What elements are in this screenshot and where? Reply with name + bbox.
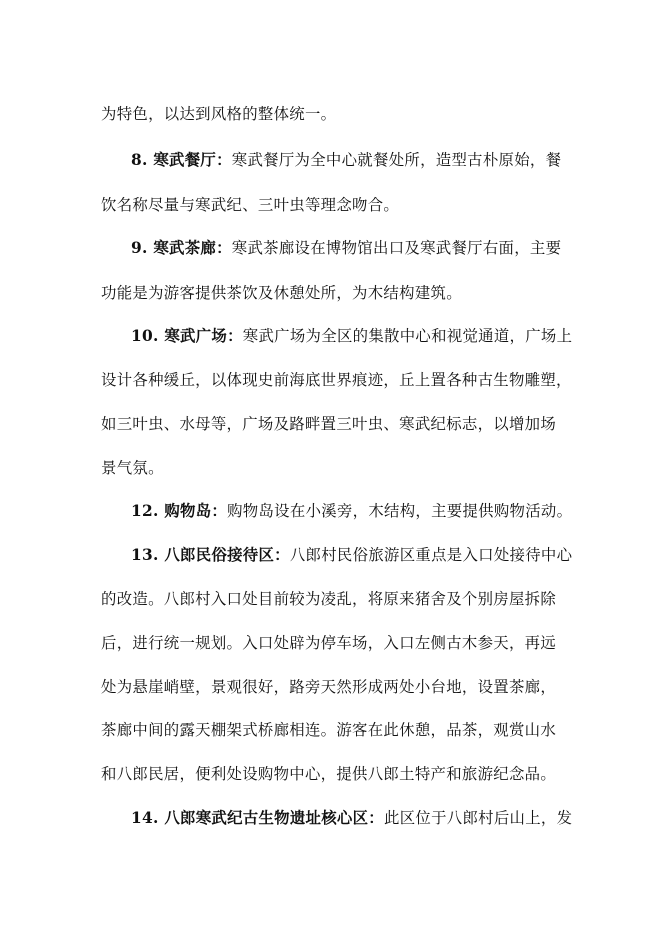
text-line xyxy=(101,195,571,215)
line-text: 茶廊中间的露天棚架式桥廊相连。游客在此休憩，品茶，观赏山水 xyxy=(101,721,557,739)
line-text: 此区位于八郎村后山上，发 xyxy=(384,809,573,827)
text-line xyxy=(101,633,571,653)
section-heading: 14. 八郎寒武纪古生物遗址核心区： xyxy=(131,809,385,827)
section-heading-line xyxy=(131,808,571,828)
line-text: 后，进行统一规划。入口处辟为停车场，入口左侧古木参天，再远 xyxy=(101,634,557,652)
text-line xyxy=(101,414,571,434)
line-text: 为特色，以达到风格的整体统一。 xyxy=(101,105,337,123)
line-text: 饮名称尽量与寒武纪、三叶虫等理念吻合。 xyxy=(101,196,400,214)
text-line xyxy=(101,370,571,390)
text-line xyxy=(101,104,571,124)
section-heading-line xyxy=(131,238,571,258)
text-line xyxy=(101,283,571,303)
text-line xyxy=(101,720,571,740)
section-heading-line xyxy=(131,501,571,521)
text-line xyxy=(101,677,571,697)
text-line xyxy=(101,458,571,478)
line-text: 寒武广场为全区的集散中心和视觉通道，广场上 xyxy=(242,327,573,345)
line-text: 如三叶虫、水母等，广场及路畔置三叶虫、寒武纪标志，以增加场 xyxy=(101,415,557,433)
section-heading: 9. 寒武茶廊： xyxy=(131,239,232,257)
line-text: 处为悬崖峭壁，景观很好，路旁天然形成两处小台地，设置茶廊， xyxy=(101,678,557,696)
line-text: 寒武茶廊设在博物馆出口及寒武餐厅右面，主要 xyxy=(231,239,562,257)
line-text: 八郎村民俗旅游区重点是入口处接待中心 xyxy=(289,546,573,564)
line-text: 和八郎民居，便利处设购物中心，提供八郎土特产和旅游纪念品。 xyxy=(101,765,557,783)
line-text: 寒武餐厅为全中心就餐处所，造型古朴原始，餐 xyxy=(231,151,562,169)
line-text: 购物岛设在小溪旁，木结构，主要提供购物活动。 xyxy=(227,502,573,520)
section-heading: 10. 寒武广场： xyxy=(131,327,243,345)
section-heading: 12. 购物岛： xyxy=(131,502,228,520)
section-heading-line xyxy=(131,545,571,565)
text-line xyxy=(101,764,571,784)
line-text: 设计各种缓丘，以体现史前海底世界痕迹，丘上置各种古生物雕塑， xyxy=(101,371,572,389)
line-text: 的改造。八郎村入口处目前较为凌乱，将原来猪舍及个别房屋拆除 xyxy=(101,590,557,608)
line-text: 功能是为游客提供茶饮及休憩处所，为木结构建筑。 xyxy=(101,284,462,302)
section-heading: 8. 寒武餐厅： xyxy=(131,151,232,169)
line-text: 景气氛。 xyxy=(101,459,164,477)
section-heading: 13. 八郎民俗接待区： xyxy=(131,546,290,564)
text-line xyxy=(101,589,571,609)
section-heading-line xyxy=(131,150,571,170)
section-heading-line xyxy=(131,326,571,346)
